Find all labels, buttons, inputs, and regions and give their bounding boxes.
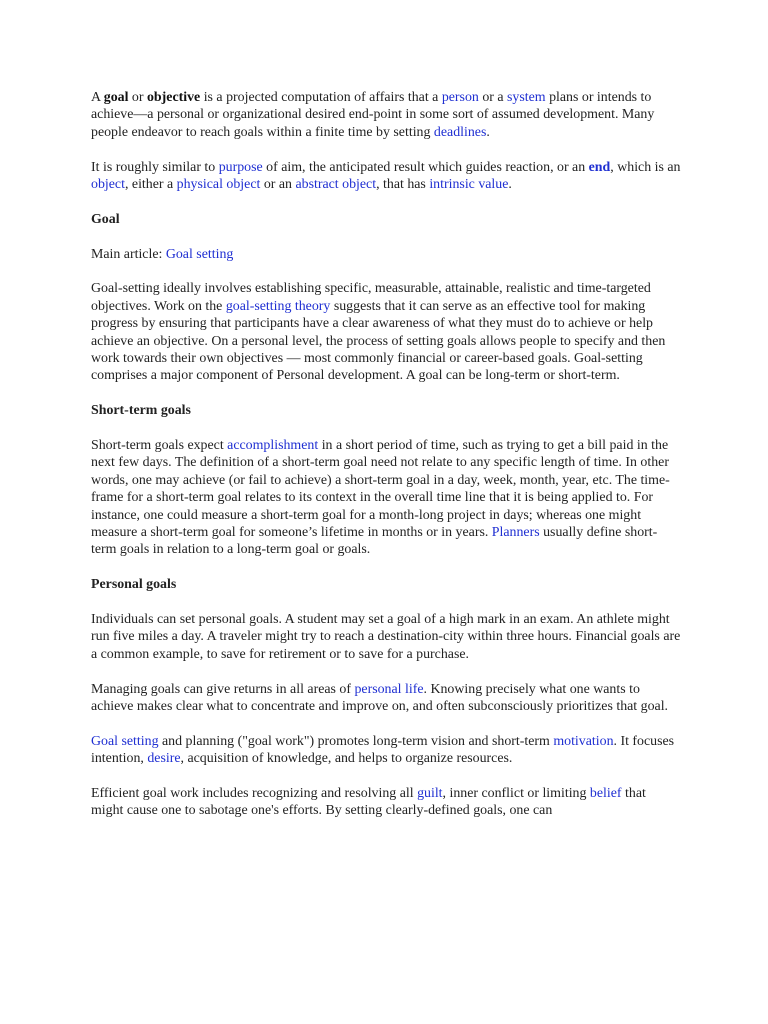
text: . Knowing precisely what one wants to achieve makes clear what to concentrate and improve on, and often subconsciously prioritizes that goal. [91, 681, 669, 715]
link-system[interactable]: system [507, 90, 546, 105]
text: . [508, 177, 512, 193]
text: of aim, the anticipated result which guides reaction, or an [262, 159, 589, 175]
text: or a [478, 90, 508, 105]
link-belief[interactable]: belief [589, 786, 622, 802]
link-accomplishment[interactable]: accomplishment [227, 438, 319, 454]
text: , acquisition of knowledge, and helps to organize resources. [180, 751, 513, 767]
short-term-paragraph-1 [91, 437, 681, 559]
personal-paragraph-1 [91, 611, 681, 663]
personal-paragraph-4 [91, 785, 681, 820]
link-personal-life[interactable]: personal life [354, 681, 424, 697]
section-heading-goal: Goal [91, 211, 120, 227]
section-heading-personal-goals: Personal goals [91, 577, 177, 593]
text: , that has [376, 177, 430, 193]
section-heading-short-term-goals: Short-term goals [91, 403, 191, 419]
text: . [486, 124, 490, 140]
link-planners[interactable]: Planners [491, 525, 540, 541]
intro-paragraph-1 [91, 89, 681, 141]
text: Individuals can set personal goals. A student may set a goal of a high mark in an exam. An athlete might run five miles a day. A traveler might try to reach a destination-city within three hours. Financial goals are a common example, to save for retirement or to save for a purchase. [91, 612, 681, 662]
text: . It focuses intention, [91, 733, 675, 767]
text: , either a [124, 177, 177, 193]
link-motivation[interactable]: motivation [553, 733, 614, 749]
text: that might cause one to sabotage one's efforts. By setting clearly-defined goals, one can [91, 786, 646, 819]
text: It is roughly similar to [91, 159, 219, 175]
text: , which is an [610, 159, 681, 175]
term-goal: goal [103, 90, 129, 105]
text: Managing goals can give returns in all areas of [91, 681, 355, 697]
link-goal-setting-main[interactable]: Goal setting [165, 246, 234, 262]
link-goal-setting-theory[interactable]: goal-setting theory [225, 298, 331, 314]
goal-paragraph-1 [91, 280, 681, 384]
link-person[interactable]: person [441, 90, 479, 105]
text: and planning ("goal work") promotes long-term vision and short-term [158, 733, 554, 749]
link-physical-object[interactable]: physical object [176, 177, 261, 193]
text: or [128, 90, 147, 105]
link-end[interactable]: end [588, 159, 611, 175]
link-purpose[interactable]: purpose [218, 159, 263, 175]
text: suggests that it can serve as an effective tool for making progress by ensuring that participants have a clear awareness of what they must do to achieve or help achieve an objective. On a personal level, the process of setting goals allows people to specify and then work towards their own objectives — most commonly financial or career-based goals. Goal-setting comprises a major component of Personal development. A goal can be long-term or short-term. [91, 298, 666, 384]
intro-paragraph-2 [91, 159, 681, 194]
text: , inner conflict or limiting [442, 786, 590, 802]
personal-paragraph-2 [91, 681, 681, 716]
link-guilt[interactable]: guilt [417, 786, 443, 802]
main-article-label: Main article: [91, 246, 166, 262]
text: or an [260, 177, 296, 193]
text: A [91, 90, 104, 105]
link-goal-setting[interactable]: Goal setting [91, 733, 159, 749]
link-desire[interactable]: desire [147, 751, 181, 767]
link-intrinsic-value[interactable]: intrinsic value [429, 177, 509, 193]
text: Short-term goals expect [91, 438, 228, 454]
main-article-note [91, 246, 681, 263]
link-abstract-object[interactable]: abstract object [295, 177, 377, 193]
term-objective: objective [146, 90, 201, 105]
text: usually define short-term goals in relation to a long-term goal or goals. [91, 525, 658, 558]
link-deadlines[interactable]: deadlines [433, 124, 487, 140]
link-object[interactable]: object [91, 177, 125, 193]
text: Goal-setting ideally involves establishing specific, measurable, attainable, realistic and time-targeted objectives. Work on the [91, 281, 651, 314]
text: in a short period of time, such as trying to get a bill paid in the next few days. The definition of a short-term goal need not relate to any specific length of time. In other words, one may achieve (or fail to achieve) a short-term goal in a day, week, month, year, etc. The time-frame for a short-term goal relates to its context in the overall time line that it is being applied to. For instance, one could measure a short-term goal for a month-long project in days; whereas one might measure a short-term goal for someone’s lifetime in months or in years. [91, 438, 670, 541]
document-page [91, 89, 681, 837]
text: plans or intends to achieve—a personal or organizational desired end-point in some sort of assumed development. Many people endeavor to reach goals within a finite time by setting [91, 90, 655, 140]
personal-paragraph-3 [91, 733, 681, 768]
text: is a projected computation of affairs that a [200, 90, 442, 105]
text: Efficient goal work includes recognizing and resolving all [91, 786, 418, 802]
